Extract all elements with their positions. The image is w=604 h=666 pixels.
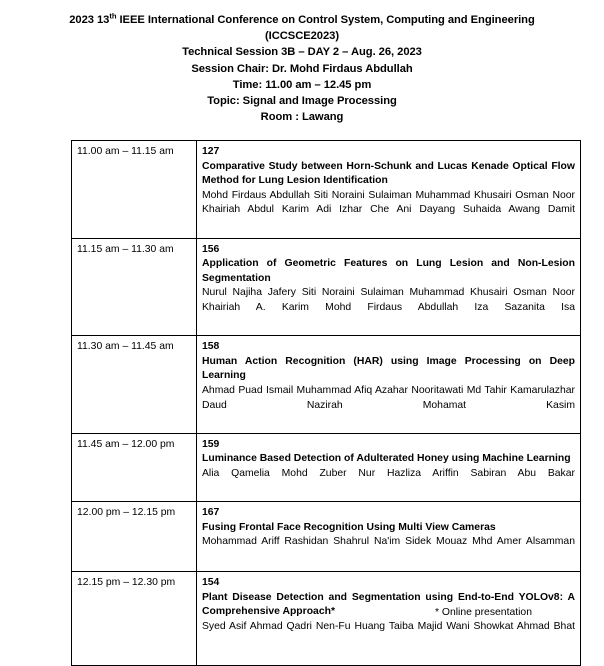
paper-id: 158 bbox=[202, 341, 220, 353]
footnote: * Online presentation bbox=[434, 607, 532, 618]
paper-title: Luminance Based Detection of Adulterated Honey using Machine Learning bbox=[202, 453, 571, 465]
table-row bbox=[72, 502, 581, 572]
ordinal-suffix: th bbox=[109, 11, 117, 21]
paper-title: Comparative Study between Horn-Schunk and Lucas Kenade Optical Flow Method for Lung Lesion Identification bbox=[202, 160, 575, 187]
paper-info-cell bbox=[197, 502, 581, 572]
time-slot-cell: 11.15 am – 11.30 am bbox=[72, 238, 197, 336]
paper-id: 167 bbox=[202, 507, 220, 519]
paper-title: Application of Geometric Features on Lung Lesion and Non-Lesion Segmentation bbox=[202, 258, 575, 284]
schedule-table-wrapper bbox=[71, 140, 575, 666]
session-line: Technical Session 3B – DAY 2 – Aug. 26, 2023 bbox=[182, 46, 422, 59]
paper-authors: Mohammad Ariff Rashidan Shahrul Na'im Sidek Mouaz Mhd Amer Alsamman bbox=[202, 536, 575, 548]
table-row bbox=[72, 238, 581, 336]
session-room-line: Room : Lawang bbox=[260, 111, 344, 124]
paper-authors: Nurul Najiha Jafery Siti Noraini Sulaiman Muhammad Khusairi Osman Noor Khairiah A. Karim Mohd Firdaus Abdullah Iza Sazanita Isa bbox=[202, 287, 575, 313]
table-row bbox=[72, 336, 581, 434]
table-row bbox=[72, 433, 581, 501]
paper-id: 154 bbox=[202, 577, 220, 589]
paper-id: 127 bbox=[202, 146, 220, 157]
table-row bbox=[72, 141, 581, 239]
paper-id: 159 bbox=[202, 438, 220, 450]
time-slot-cell: 12.00 pm – 12.15 pm bbox=[72, 502, 197, 572]
conference-title-post: IEEE International Conference on Control System, Computing and Engineering bbox=[116, 14, 535, 26]
paper-title: Plant Disease Detection and Segmentation using End-to-End YOLOv8: A Comprehensive Approach* bbox=[202, 591, 575, 618]
paper-title: Human Action Recognition (HAR) using Image Processing on Deep Learning bbox=[202, 355, 575, 382]
time-slot-cell: 11.30 am – 11.45 am bbox=[72, 336, 197, 434]
conference-title-pre: 2023 13 bbox=[69, 14, 110, 26]
paper-authors: Alia Qamelia Mohd Zuber Nur Hazliza Ariffin Sabiran Abu Bakar bbox=[202, 467, 575, 479]
session-time-line: Time: 11.00 am – 12.45 pm bbox=[232, 78, 372, 91]
paper-info-cell bbox=[197, 336, 581, 434]
document-header bbox=[0, 0, 604, 125]
schedule-table bbox=[71, 140, 581, 666]
paper-authors: Mohd Firdaus Abdullah Siti Noraini Sulaiman Muhammad Khusairi Osman Noor Khairiah Abdul Karim Adi Izhar Che Ani Dayang Suhaida Awang Damit bbox=[202, 189, 575, 216]
paper-info-cell bbox=[197, 238, 581, 336]
session-chair-line: Session Chair: Dr. Mohd Firdaus Abdullah bbox=[191, 62, 413, 75]
paper-authors: Ahmad Puad Ismail Muhammad Afiq Azahar Nooritawati Md Tahir Kamarulazhar Daud Nazirah Mohamat Kasim bbox=[202, 384, 575, 411]
paper-id: 156 bbox=[202, 243, 220, 255]
time-slot-cell: 11.00 am – 11.15 am bbox=[72, 141, 197, 239]
time-slot-cell: 11.45 am – 12.00 pm bbox=[72, 433, 197, 501]
conference-title-line1 bbox=[0, 12, 604, 28]
paper-title: Fusing Frontal Face Recognition Using Multi View Cameras bbox=[202, 521, 496, 533]
paper-info-cell bbox=[197, 141, 581, 239]
conference-acronym-line: (ICCSCE2023) bbox=[264, 30, 339, 43]
session-topic-line: Topic: Signal and Image Processing bbox=[207, 95, 397, 108]
paper-info-cell bbox=[197, 433, 581, 501]
time-slot-cell: 12.15 pm – 12.30 pm bbox=[72, 572, 197, 666]
paper-authors: Syed Asif Ahmad Qadri Nen-Fu Huang Taiba Majid Wani Showkat Ahmad Bhat bbox=[202, 620, 575, 632]
